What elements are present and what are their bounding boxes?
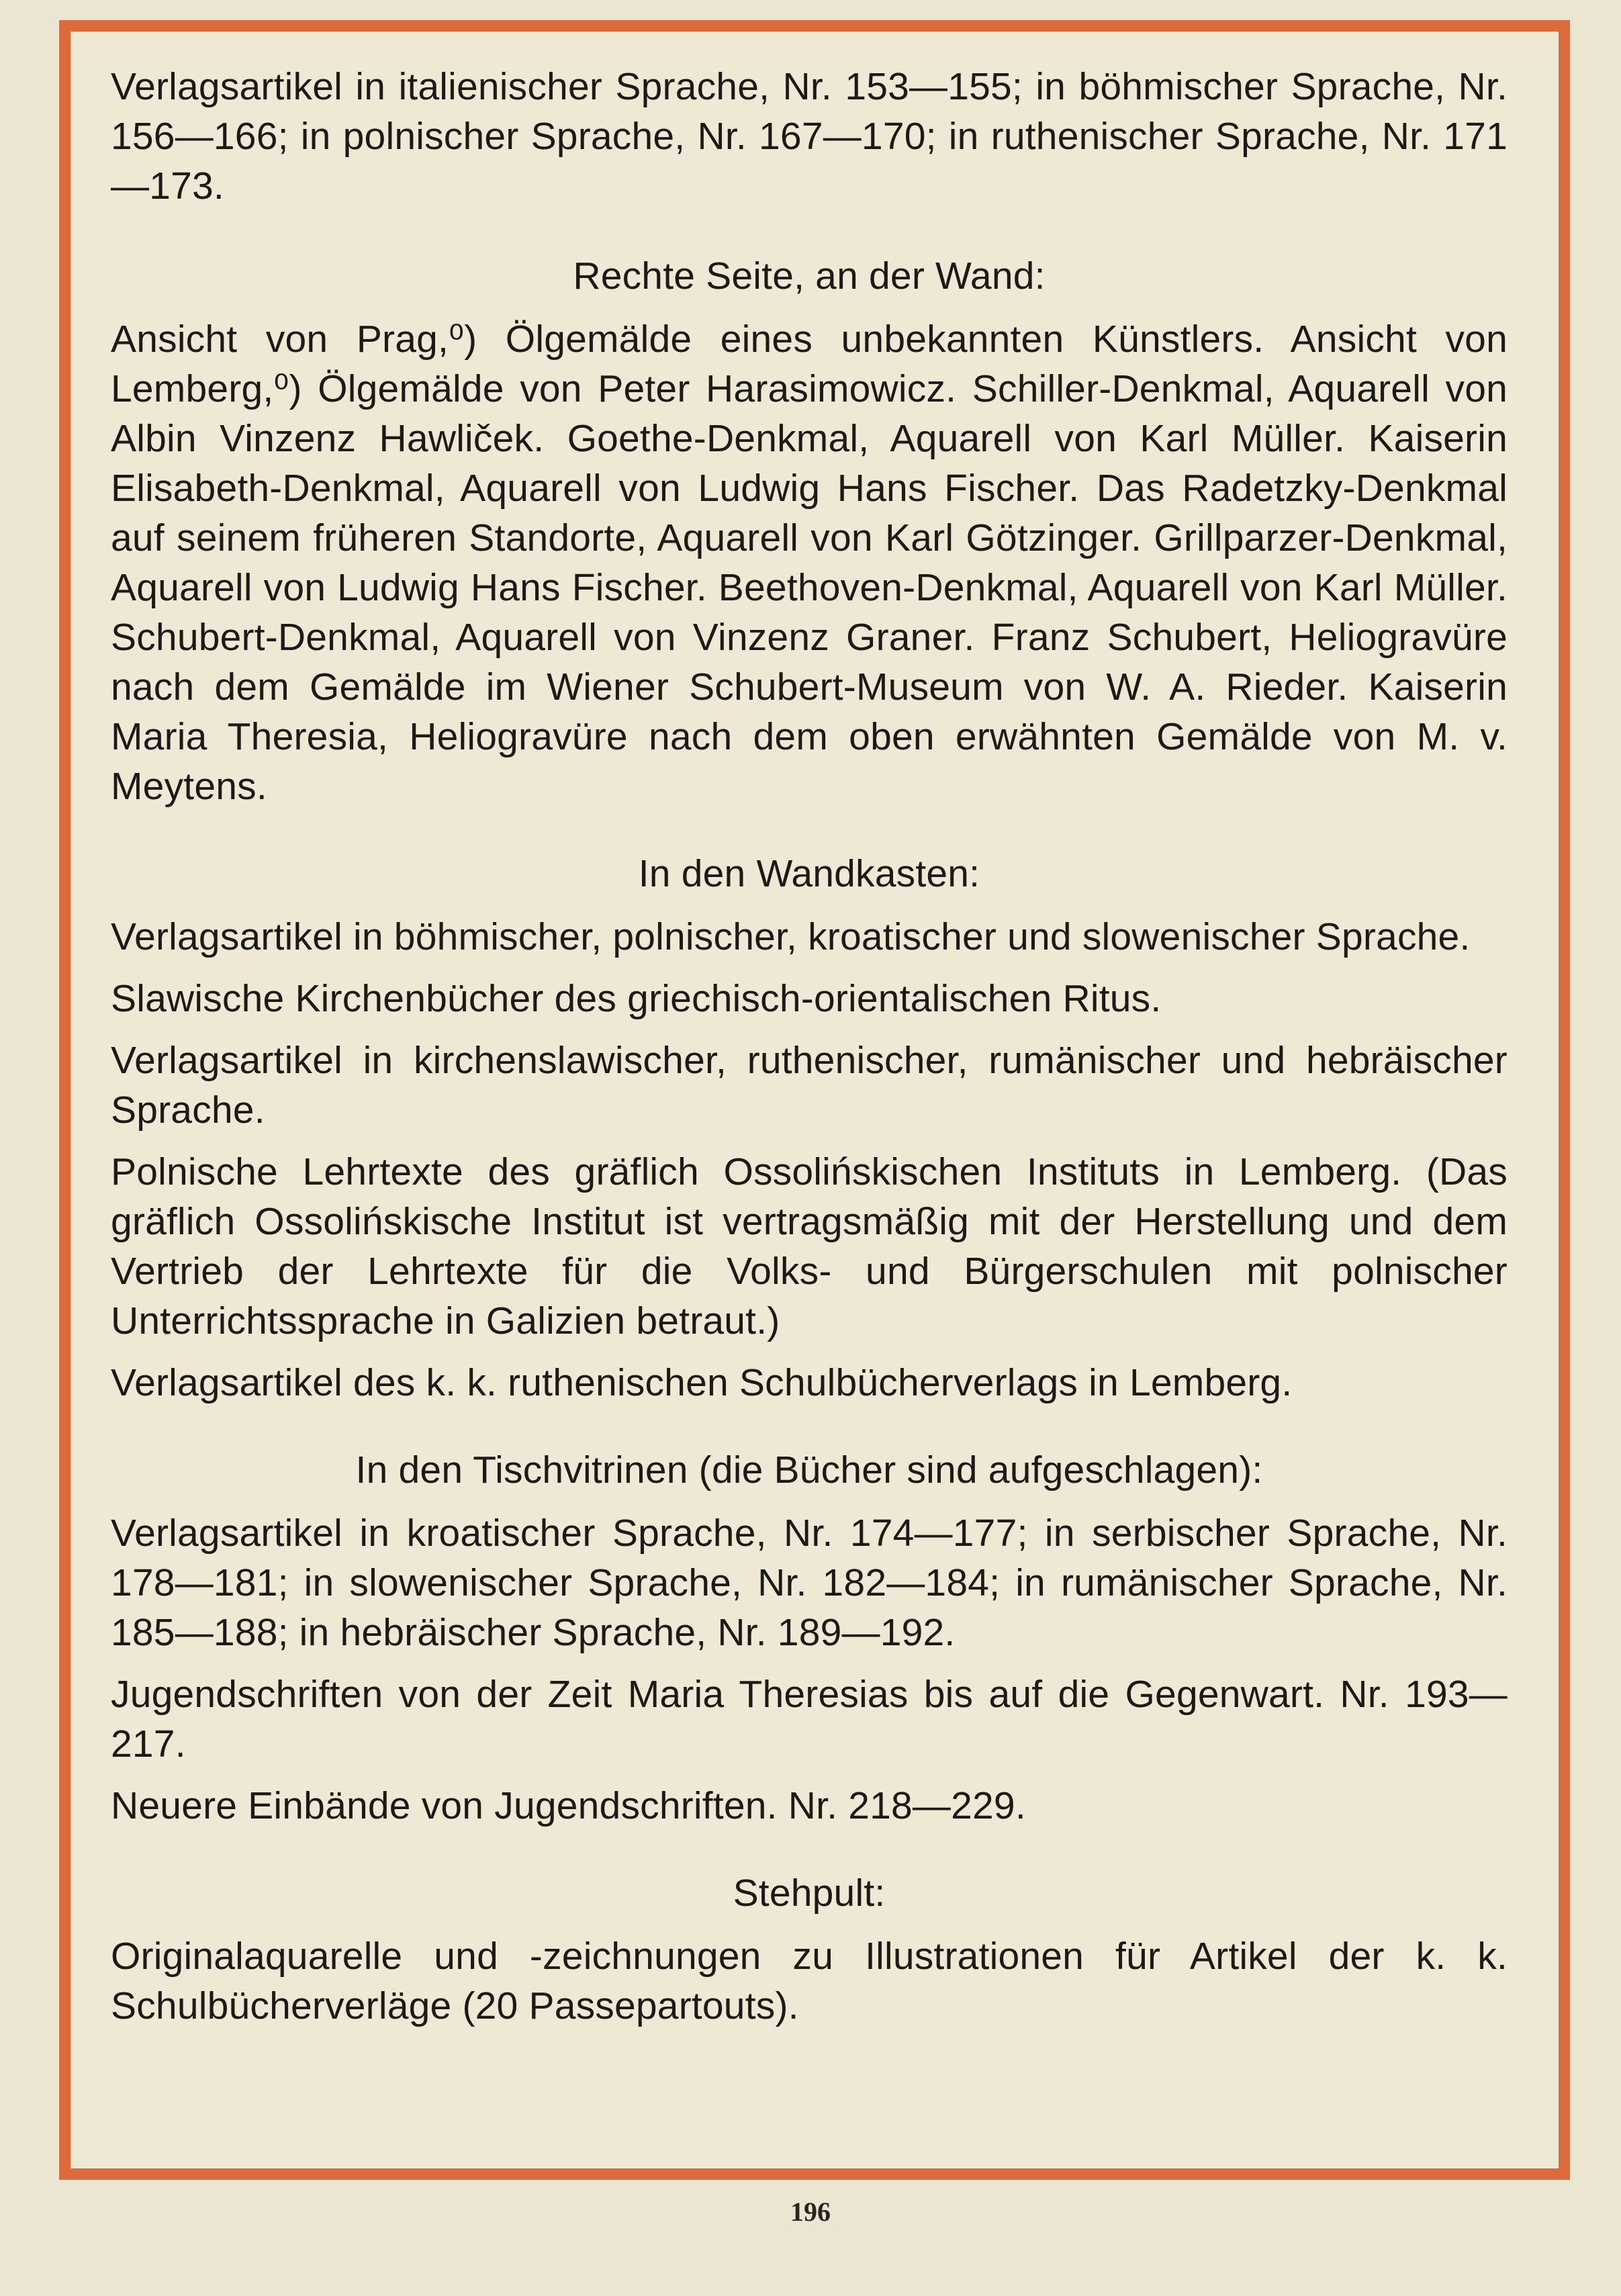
paragraph-tischvitrinen-3: Neuere Einbände von Jugendschriften. Nr. 218—229. xyxy=(111,1784,1026,1827)
page-text-body xyxy=(111,62,1508,2031)
page-number: 196 xyxy=(790,2197,831,2227)
paragraph-wandkasten-1: Verlagsartikel in böhmischer, polnischer, kroatischer und slowenischer Sprache. xyxy=(111,915,1471,958)
paragraph-wandkasten-4: Polnische Lehrtexte des gräflich Ossolińskischen Instituts in Lemberg. (Das gräflich Ossolińskische Institut ist vertragsmäßig mit der Herstellung und dem Vertrieb der Lehrtexte für die Volks- und Bürgerschulen mit polnischer Unterrichtssprache in Galizien betraut.) xyxy=(111,1150,1508,1342)
heading-wandkasten: In den Wandkasten: xyxy=(638,852,980,895)
heading-tischvitrinen: In den Tischvitrinen (die Bücher sind aufgeschlagen): xyxy=(355,1449,1263,1491)
heading-rechte-seite: Rechte Seite, an der Wand: xyxy=(573,255,1046,297)
paragraph-stehpult: Originalaquarelle und -zeichnungen zu Illustrationen für Artikel der k. k. Schulbücherverläge (20 Passepartouts). xyxy=(111,1935,1508,2027)
paragraph-tischvitrinen-2: Jugendschriften von der Zeit Maria Theresias bis auf die Gegenwart. Nr. 193—217. xyxy=(111,1673,1508,1765)
paragraph-tischvitrinen-1: Verlagsartikel in kroatischer Sprache, Nr. 174—177; in serbischer Sprache, Nr. 178—181; in slowenischer Sprache, Nr. 182—184; in rumänischer Sprache, Nr. 185—188; in hebräischer Sprache, Nr. 189—192. xyxy=(111,1512,1508,1654)
heading-stehpult: Stehpult: xyxy=(733,1872,886,1915)
paragraph-ansichten-denkmaeler: Ansicht von Prag,⁰) Ölgemälde eines unbekannten Künstlers. Ansicht von Lemberg,⁰) Ölgemälde von Peter Harasimowicz. Schiller-Denkmal, Aquarell von Albin Vinzenz Hawliček. Goethe-Denkmal, Aquarell von Karl Müller. Kaiserin Elisabeth-Denkmal, Aquarell von Ludwig Hans Fischer. Das Radetzky-Denkmal auf seinem früheren Standorte, Aquarell von Karl Götzinger. Grillparzer-Denkmal, Aquarell von Ludwig Hans Fischer. Beethoven-Denkmal, Aquarell von Karl Müller. Schubert-Denkmal, Aquarell von Vinzenz Graner. Franz Schubert, Heliogravüre nach dem Gemälde im Wiener Schubert-Museum von W. A. Rieder. Kaiserin Maria Theresia, Heliogravüre nach dem oben erwähnten Gemälde von M. v. Meytens. xyxy=(111,318,1508,808)
paragraph-wandkasten-3: Verlagsartikel in kirchenslawischer, ruthenischer, rumänischer und hebräischer Sprache. xyxy=(111,1039,1508,1132)
paragraph-wandkasten-2: Slawische Kirchenbücher des griechisch-orientalischen Ritus. xyxy=(111,977,1162,1020)
paragraph-verlagsartikel-italienisch: Verlagsartikel in italienischer Sprache, Nr. 153—155; in böhmischer Sprache, Nr. 156—166; in polnischer Sprache, Nr. 167—170; in ruthenischer Sprache, Nr. 171—173. xyxy=(111,65,1508,208)
paragraph-wandkasten-5: Verlagsartikel des k. k. ruthenischen Schulbücherverlags in Lemberg. xyxy=(111,1361,1293,1404)
